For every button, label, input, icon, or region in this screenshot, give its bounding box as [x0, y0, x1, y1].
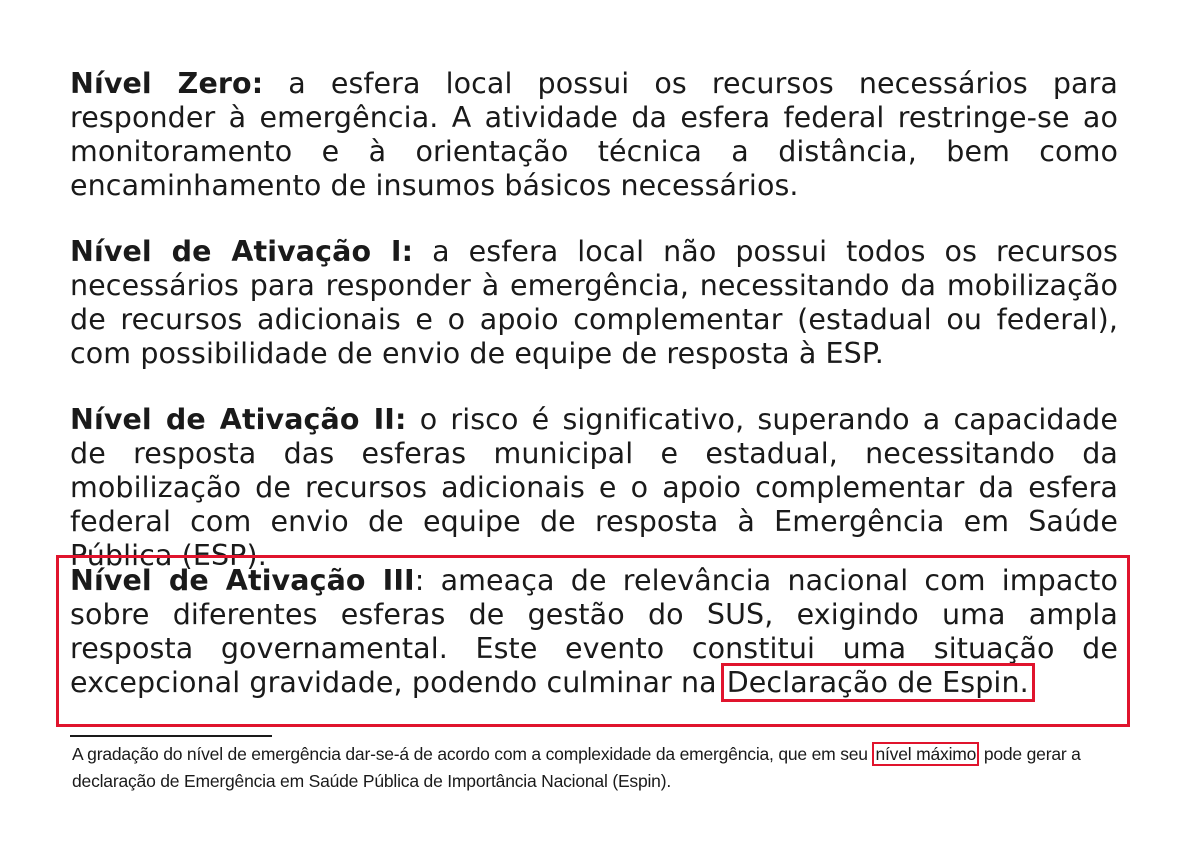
- footnote: [72, 741, 1132, 795]
- paragraph-heading: Nível de Ativação III: [70, 564, 415, 597]
- paragraph-body: a esfera local possui os recursos necessários para responder à emergência. A atividade da esfera federal restringe-se ao monitoramento e à orientação técnica a distância, bem como encaminhamento de insumos básicos necessários.: [70, 67, 1118, 202]
- paragraph-nivel-zero: [70, 67, 1118, 203]
- paragraph-nivel-ativacao-1: [70, 235, 1118, 371]
- paragraph-heading: Nível de Ativação II:: [70, 403, 407, 436]
- footnote-text-after: pode gerar a declaração de Emergência em Saúde Pública de Importância Nacional (Espin).: [72, 744, 1081, 791]
- highlight-declaracao-espin: Declaração de Espin.: [721, 663, 1035, 702]
- paragraph-body: o risco é significativo, superando a capacidade de resposta das esferas municipal e estadual, necessitando da mobilização de recursos adicionais e o apoio complementar da esfera federal com envio de equipe de resposta à Emergência em Saúde Pública (ESP).: [70, 403, 1119, 572]
- paragraph-heading: Nível de Ativação I:: [70, 235, 414, 268]
- paragraph-body: : ameaça de relevância nacional com impacto sobre diferentes esferas de gestão do SUS, exigindo uma ampla resposta governamental. Este evento constitui uma situação de excepcional gravidade, podendo culminar na: [70, 564, 1118, 699]
- paragraph-nivel-ativacao-2: [70, 403, 1118, 573]
- paragraph-heading: Nível Zero:: [70, 67, 264, 100]
- footnote-divider: [70, 735, 272, 737]
- footnote-text-before: A gradação do nível de emergência dar-se-á de acordo com a complexidade da emergência, que em seu: [72, 744, 873, 764]
- paragraph-nivel-ativacao-3: [70, 564, 1118, 700]
- paragraph-body: a esfera local não possui todos os recursos necessários para responder à emergência, necessitando da mobilização de recursos adicionais e o apoio complementar (estadual ou federal), com possibilidade de envio de equipe de resposta à ESP.: [70, 235, 1118, 370]
- highlight-nivel-maximo: nível máximo: [872, 742, 979, 766]
